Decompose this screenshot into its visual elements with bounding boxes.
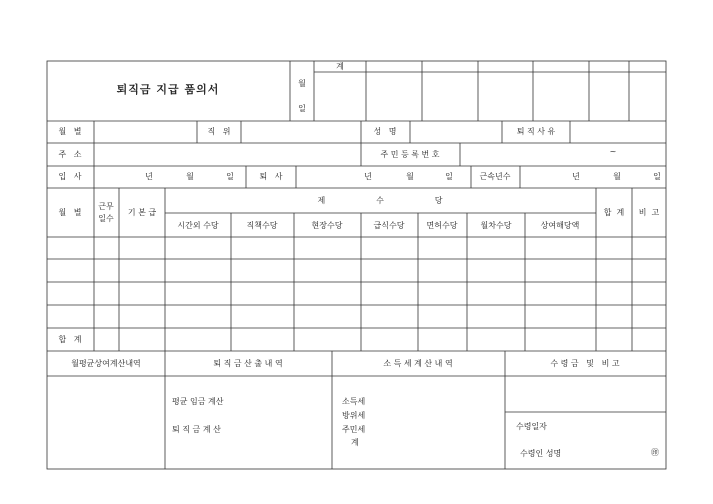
col-bonus: 상여해당액 [540,221,580,230]
bonus-calc-header: 월평균상여계산내역 [71,359,141,368]
entry-month: 월 [186,172,194,181]
col-sum: 합 계 [603,208,625,217]
severance-calc-header: 퇴 직 금 산 출 내 역 [213,359,283,368]
label-month: 월 별 [58,127,82,136]
col-month: 월 별 [58,208,82,217]
approval-month-label: 월 [298,79,306,88]
service-day: 일 [653,172,661,181]
resident-tax-label: 주민세 [342,425,366,434]
retire-month: 월 [406,172,414,181]
income-tax-label: 소득세 [342,397,366,406]
label-position: 직 위 [207,127,231,136]
tilde-mark: ~ [609,147,617,156]
approval-day-label: 일 [298,104,306,113]
col-overtime: 시간외 수당 [177,221,219,230]
label-entry: 입 사 [58,172,82,181]
col-site-allowance: 현장수당 [311,221,343,230]
col-base-pay: 기 본 급 [127,208,157,217]
seal-mark: ㊞ [651,448,659,457]
severance-calc: 퇴 직 금 계 산 [172,425,221,434]
col-work-days-line1: 근무 [98,202,114,211]
col-position-allowance: 직책수당 [246,221,278,230]
page-title: 퇴직금 지급 품의서 [116,83,220,96]
col-monthly-leave: 월차수당 [480,221,512,230]
service-month: 월 [613,172,621,181]
col-license-allowance: 면허수당 [426,221,458,230]
retire-year: 년 [364,172,372,181]
entry-year: 년 [145,172,153,181]
entry-day: 일 [226,172,234,181]
label-retire-reason: 퇴 직 사 유 [516,127,556,136]
avg-wage-calc: 평균 임금 계산 [172,397,224,406]
tax-total-label: 계 [351,438,359,447]
approval-header: 계 [336,62,344,71]
col-work-days-line2: 일수 [98,214,114,223]
label-name: 성 명 [373,127,397,136]
label-service-years: 근속년수 [479,172,511,181]
defense-tax-label: 방위세 [342,411,366,420]
receipt-header: 수 령 금 및 비 고 [550,359,620,368]
col-note: 비 고 [638,208,660,217]
retire-day: 일 [445,172,453,181]
receipt-date-label: 수령일자 [516,422,547,431]
receiver-name-label: 수령인 성명 [520,449,562,458]
label-resident-number: 주 민 등 록 번 호 [380,150,440,159]
allowances-group-header: 제 수 당 [317,196,443,205]
total-row-label: 합 계 [58,335,82,344]
label-address: 주 소 [58,150,82,159]
income-tax-header: 소 득 세 계 산 내 역 [383,359,453,368]
col-meal-allowance: 급식수당 [373,221,405,230]
service-year: 년 [572,172,580,181]
label-retire: 퇴 사 [259,172,283,181]
